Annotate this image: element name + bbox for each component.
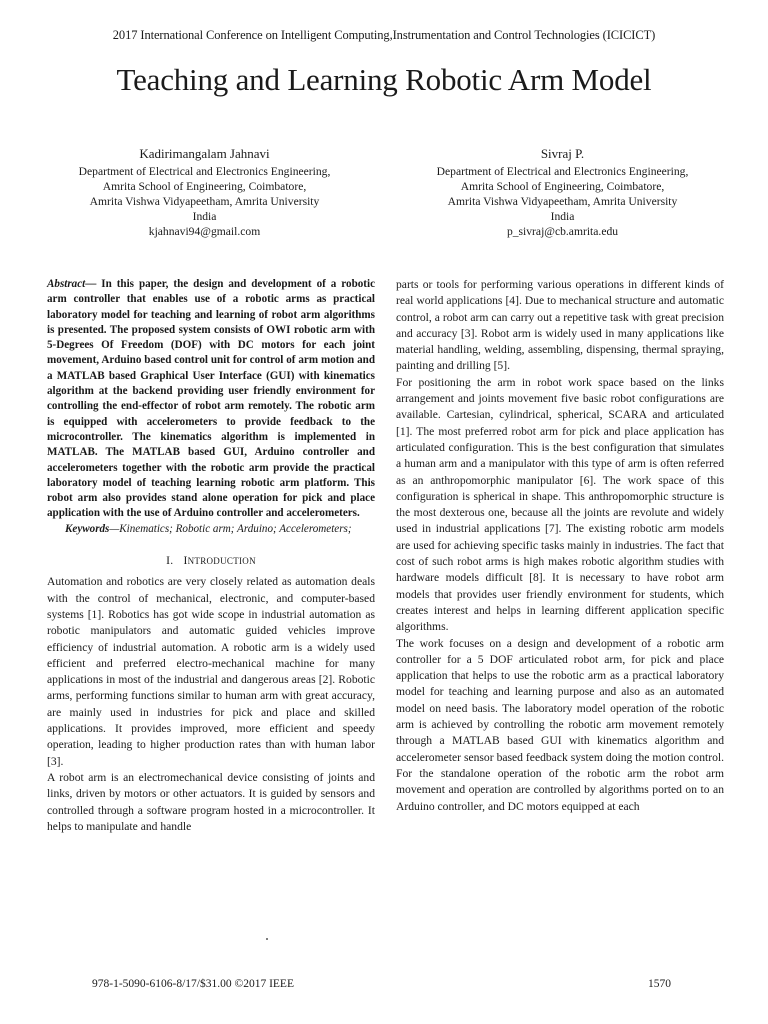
author-school: Amrita School of Engineering, Coimbatore, xyxy=(460,180,665,193)
keywords-dash: — xyxy=(109,522,120,535)
section-title-rest: NTRODUCTION xyxy=(187,556,256,567)
author-block-1 xyxy=(42,146,367,239)
section-title xyxy=(183,554,255,567)
author-school: Amrita School of Engineering, Coimbatore, xyxy=(102,180,307,193)
body-paragraph: For positioning the arm in robot work space based on the links arrangement and joints movement five basic robot configurations are available. Cartesian, cylindrical, spherical, SCARA and articulated [1]. The most preferred robot arm for pick and place application has articulated configuration. This is the best configuration that simulates a human arm and a manipulator with this type of arm is often referred as an anthropomorphic manipulator [6]. The work space of this configuration is spherical in shape. This anthropomorphic structure is the most dexterous one, because all the joints are revolute and widely used in industrial applications [7]. The existing robotic arm models are used for achieving specific tasks mainly in industries. The fact that cost of such robot arms is high makes robotic algorithm studies with hardware models difficult [8]. It is necessary to have robot arm models that provides user friendly environment for students, which creates interest and helps in learning different application specific algorithms. xyxy=(396,375,724,634)
author-name: Sivraj P. xyxy=(540,146,585,161)
conference-header: 2017 International Conference on Intelligent Computing,Instrumentation and Control Technologies (ICICICT) xyxy=(112,28,656,42)
author-country: India xyxy=(550,210,575,223)
keywords-label: Keywords xyxy=(65,522,110,535)
keywords xyxy=(47,522,375,537)
paper-title: Teaching and Learning Robotic Arm Model xyxy=(116,62,652,97)
abstract-label: Abstract xyxy=(47,278,86,290)
author-country: India xyxy=(192,210,217,223)
right-column xyxy=(396,277,724,815)
body-paragraph: The work focuses on a design and development of a robotic arm controller for a 5 DOF articulated robot arm, for pick and place application that helps to use the robotic arm as a practical laboratory model for teaching and learning purpose and also as an automated model on need basis. The laboratory model operation of the robotic arm is achieved by controlling the robotic arm movement remotely through a MATLAB based GUI with kinematics algorithm and accelerometer sensor based feedback system doing the motion control. For the standalone operation of the robotic arm the robot arm movement and operation are controlled by algorithms ported on to an Arduino controller, and DC motors equipped at each xyxy=(396,636,724,813)
section-heading-introduction xyxy=(47,553,375,569)
author-name: Kadirimangalam Jahnavi xyxy=(139,146,270,161)
left-column xyxy=(47,277,375,835)
footer-page-number: 1570 xyxy=(648,978,671,990)
author-department: Department of Electrical and Electronics Engineering, xyxy=(78,165,331,178)
author-block-2 xyxy=(400,146,725,239)
body-paragraph: Automation and robotics are very closely related as automation deals with the control of mechanical, electronic, and computer-based systems [1]. Robotics has got wide scope in industrial automation as robotic manipulators and automatic guided vehicles improve efficiency of industrial automation. A robotic arm is a widely used efficient and preferred electro-mechanical machine for many applications in most of the industrial and dangerous areas [2]. Robotic arms, performing functions similar to human arm with great accuracy, are mainly used in industries for pick and place and skilled applications. It provides improved, more efficient and speedy operation, leading to higher production rates than with human labor [3]. xyxy=(47,575,375,768)
keywords-text: Kinematics; Robotic arm; Arduino; Accelerometers; xyxy=(119,522,352,535)
footer-copyright: 978-1-5090-6106-8/17/$31.00 ©2017 IEEE xyxy=(92,978,294,990)
author-university: Amrita Vishwa Vidyapeetham, Amrita University xyxy=(89,195,320,208)
stray-dot xyxy=(266,938,268,940)
section-title-initial: I xyxy=(183,554,188,568)
author-email: kjahnavi94@gmail.com xyxy=(148,225,261,238)
body-paragraph: parts or tools for performing various operations in different kinds of real world applications [4]. Due to mechanical structure and automatic control, a robot arm can carry out a repetitive task with great precision and accuracy [3]. Robot arm is widely used in many applications like material handling, welding, assembling, dispensing, thermal spraying, painting and drilling [5]. xyxy=(396,278,724,373)
body-paragraph: A robot arm is an electromechanical device consisting of joints and links, driven by motors or other actuators. It is guided by sensors and controlled through a software program hosted in a microcontroller. It helps to manipulate and handle xyxy=(47,770,375,833)
author-email: p_sivraj@cb.amrita.edu xyxy=(506,225,619,238)
section-number: I. xyxy=(166,554,174,568)
author-department: Department of Electrical and Electronics Engineering, xyxy=(436,165,689,178)
abstract-dash: — xyxy=(85,278,102,290)
author-university: Amrita Vishwa Vidyapeetham, Amrita University xyxy=(447,195,678,208)
abstract-text: In this paper, the design and development of a robotic arm controller that enables use of a robotic arms as practical laboratory model for teaching and learning of robot arm algorithms is presented. The proposed system consists of OWI robotic arm with 5-Degrees Of Freedom (DOF) with DC motors for each joint movement, Arduino based control unit for control of arm motion and a MATLAB based Graphical User Interface (GUI) with kinematics algorithm at the backend providing user friendly environment for controlling the end-effector of robot arm remotely. The robotic arm is equipped with accelerometers to provide feedback to the microcontroller. The kinematics algorithm is implemented in MATLAB. The MATLAB based GUI, Arduino controller and accelerometers together with the robotic arm provide the practical laboratory model of teaching learning robotic arm platform. This robot arm also provides stand alone operation for pick and place application with the use of Arduino controller and accelerometers. xyxy=(47,278,375,520)
abstract xyxy=(47,277,375,522)
